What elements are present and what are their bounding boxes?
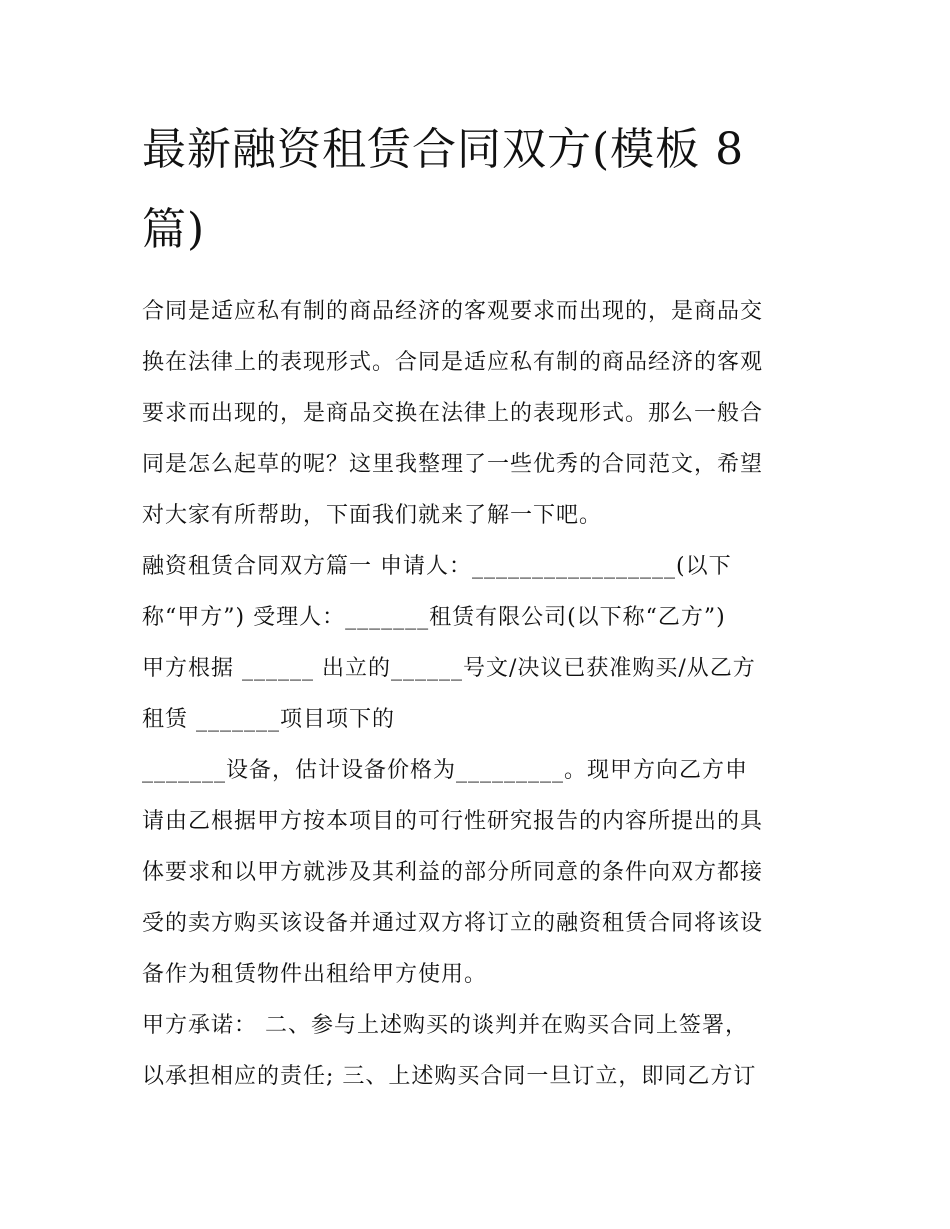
text-line: 体要求和以甲方就涉及其利益的部分所同意的条件向双方都接 [142, 860, 764, 885]
text-line: 要求而出现的，是商品交换在法律上的表现形式。那么一般合 [142, 401, 764, 426]
text-line: 对大家有所帮助，下面我们就来了解一下吧。 [142, 503, 603, 528]
text-line: 请由乙根据甲方按本项目的可行性研究报告的内容所提出的具 [142, 809, 764, 834]
contract-body [142, 541, 814, 1102]
text-line: 融资租赁合同双方篇一 申请人：_________________(以下 [142, 554, 732, 579]
text-line: 甲方根据 ______ 出立的______号文/决议已获准购买/从乙方 [142, 656, 756, 681]
text-line: 合同是适应私有制的商品经济的客观要求而出现的，是商品交 [142, 299, 764, 324]
title-line: 篇) [142, 204, 206, 255]
text-line: 同是怎么起草的呢？这里我整理了一些优秀的合同范文，希望 [142, 452, 764, 477]
text-line: 换在法律上的表现形式。合同是适应私有制的商品经济的客观 [142, 350, 764, 375]
text-line: 受的卖方购买该设备并通过双方将订立的融资租赁合同将该设 [142, 911, 764, 936]
document-title [142, 110, 814, 270]
text-line: 租赁 _______项目项下的 [142, 707, 395, 732]
text-line: 备作为租赁物件出租给甲方使用。 [142, 962, 488, 987]
text-line: 称“甲方”) 受理人：_______租赁有限公司(以下称“乙方”) [142, 605, 726, 630]
document-content [142, 110, 814, 1102]
title-line: 最新融资租赁合同双方(模板 8 [142, 124, 745, 175]
intro-paragraph [142, 286, 814, 541]
text-line: 甲方承诺： 二、参与上述购买的谈判并在购买合同上签署， [142, 1013, 748, 1038]
text-line: _______设备，估计设备价格为_________。现甲方向乙方申 [142, 758, 749, 783]
text-line: 以承担相应的责任; 三、上述购买合同一旦订立，即同乙方订 [142, 1064, 757, 1089]
